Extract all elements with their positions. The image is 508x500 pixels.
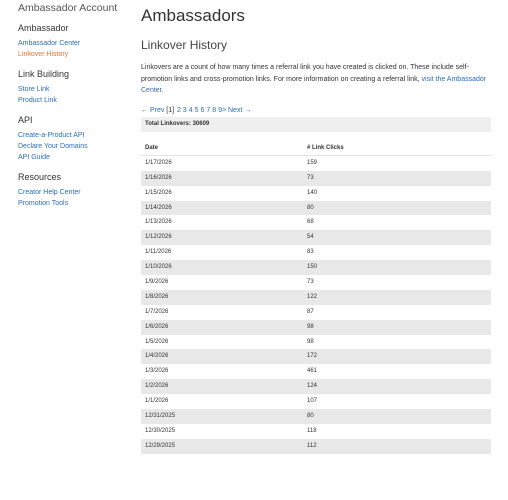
cell-link-clicks: 118 [307,427,317,434]
sidebar-item-product-link[interactable]: Product Link [18,97,57,104]
table-row [141,364,491,379]
cell-link-clicks: 140 [307,189,318,196]
next-page-link[interactable]: Next → [228,107,252,114]
cell-link-clicks: 87 [307,308,314,315]
cell-link-clicks: 112 [307,442,317,449]
page-link-5[interactable]: 5 [194,107,199,114]
sidebar-section-api [18,115,136,163]
cell-link-clicks: 68 [307,219,314,226]
section-heading: Resources [18,172,62,182]
cell-link-clicks: 124 [307,383,318,390]
table-row [141,230,491,245]
table-row [141,290,491,305]
table-row [141,305,491,320]
sidebar-item-creator-help-center[interactable]: Creator Help Center [18,189,81,196]
table-row [141,335,491,350]
cell-date: 1/15/2026 [145,189,172,196]
sidebar-section-resources [18,172,136,209]
intro-text: Linkovers are a count of how many times a referral link you have created is clicked on. These include self-promotion links and cross-promotion links. For more information on creating a referral link, [141,64,469,83]
table-row [141,245,491,260]
account-title: Ambassador Account [18,2,118,14]
page-link-6[interactable]: 6 [200,107,205,114]
current-page: [1] [166,107,175,114]
section-title: Linkover History [141,38,228,52]
intro-end: . [161,87,164,94]
cell-date: 1/4/2026 [145,353,169,360]
linkover-table [141,141,491,454]
cell-date: 12/29/2025 [145,442,176,449]
sidebar-item-store-link[interactable]: Store Link [18,86,50,93]
table-row [141,409,491,424]
cell-link-clicks: 122 [307,293,318,300]
sidebar-section-link-building [18,69,136,106]
table-row [141,171,491,186]
table-row [141,320,491,335]
sidebar-item-ambassador-center[interactable]: Ambassador Center [18,40,81,47]
column-header-date: Date [145,145,159,151]
sidebar-item-promotion-tools[interactable]: Promotion Tools [18,200,69,207]
table-row [141,156,491,171]
cell-date: 1/16/2026 [145,174,172,181]
sidebar-item-declare-your-domains[interactable]: Declare Your Domains [18,143,88,150]
section-heading: Link Building [18,69,70,79]
cell-link-clicks: 172 [307,353,318,360]
intro-paragraph [141,62,491,97]
cell-date: 1/9/2026 [145,279,169,286]
table-row [141,275,491,290]
cell-date: 1/3/2026 [145,368,169,375]
cell-link-clicks: 98 [307,338,314,345]
table-row [141,424,491,439]
cell-date: 1/7/2026 [145,308,169,315]
section-heading: API [18,115,33,125]
cell-date: 1/13/2026 [145,219,172,226]
sidebar-item-api-guide[interactable]: API Guide [18,154,50,161]
cell-date: 1/2/2026 [145,383,169,390]
total-linkovers: Total Linkovers: 30609 [141,117,491,132]
cell-date: 1/6/2026 [145,323,169,330]
table-row [141,201,491,216]
page-link-8[interactable]: 8 [212,107,217,114]
table-body [141,156,491,454]
cell-link-clicks: 80 [307,204,314,211]
cell-link-clicks: 73 [307,279,314,286]
section-heading: Ambassador [18,23,69,33]
column-header-link-clicks: # Link Clicks [307,145,344,151]
cell-link-clicks: 80 [307,413,314,420]
cell-date: 1/1/2026 [145,398,169,405]
cell-date: 1/11/2026 [145,249,172,256]
table-header-row [141,141,491,156]
cell-date: 12/30/2025 [145,427,176,434]
table-row [141,260,491,275]
table-row [141,394,491,409]
ambassador-center-link[interactable]: visit the Ambassador Center [141,75,487,94]
cell-link-clicks: 98 [307,323,314,330]
sidebar [18,0,136,218]
cell-link-clicks: 54 [307,234,314,241]
sidebar-section-ambassador [18,23,136,60]
prev-page-link[interactable]: ← Prev [141,107,165,114]
cell-date: 1/14/2026 [145,204,172,211]
cell-date: 1/5/2026 [145,338,169,345]
cell-link-clicks: 159 [307,159,318,166]
table-row [141,349,491,364]
sidebar-item-linkover-history[interactable]: Linkover History [18,51,69,58]
page-link-9[interactable]: 9> [218,107,227,114]
cell-link-clicks: 83 [307,249,314,256]
cell-link-clicks: 107 [307,398,318,405]
page-link-2[interactable]: 2 [177,107,181,114]
table-row [141,439,491,454]
cell-link-clicks: 461 [307,368,318,375]
cell-date: 1/17/2026 [145,159,172,166]
cell-date: 1/8/2026 [145,293,169,300]
cell-date: 12/31/2025 [145,413,176,420]
cell-link-clicks: 150 [307,264,318,271]
page-title: Ambassadors [141,6,245,25]
page-link-4[interactable]: 4 [188,107,193,114]
page-link-3[interactable]: 3 [182,107,187,114]
table-row [141,215,491,230]
sidebar-item-create-a-product-api[interactable]: Create-a-Product API [18,132,85,139]
cell-date: 1/12/2026 [145,234,172,241]
pagination [141,106,251,116]
cell-date: 1/10/2026 [145,264,172,271]
page-link-7[interactable]: 7 [206,107,211,114]
table-row [141,186,491,201]
cell-link-clicks: 73 [307,174,314,181]
table-row [141,379,491,394]
